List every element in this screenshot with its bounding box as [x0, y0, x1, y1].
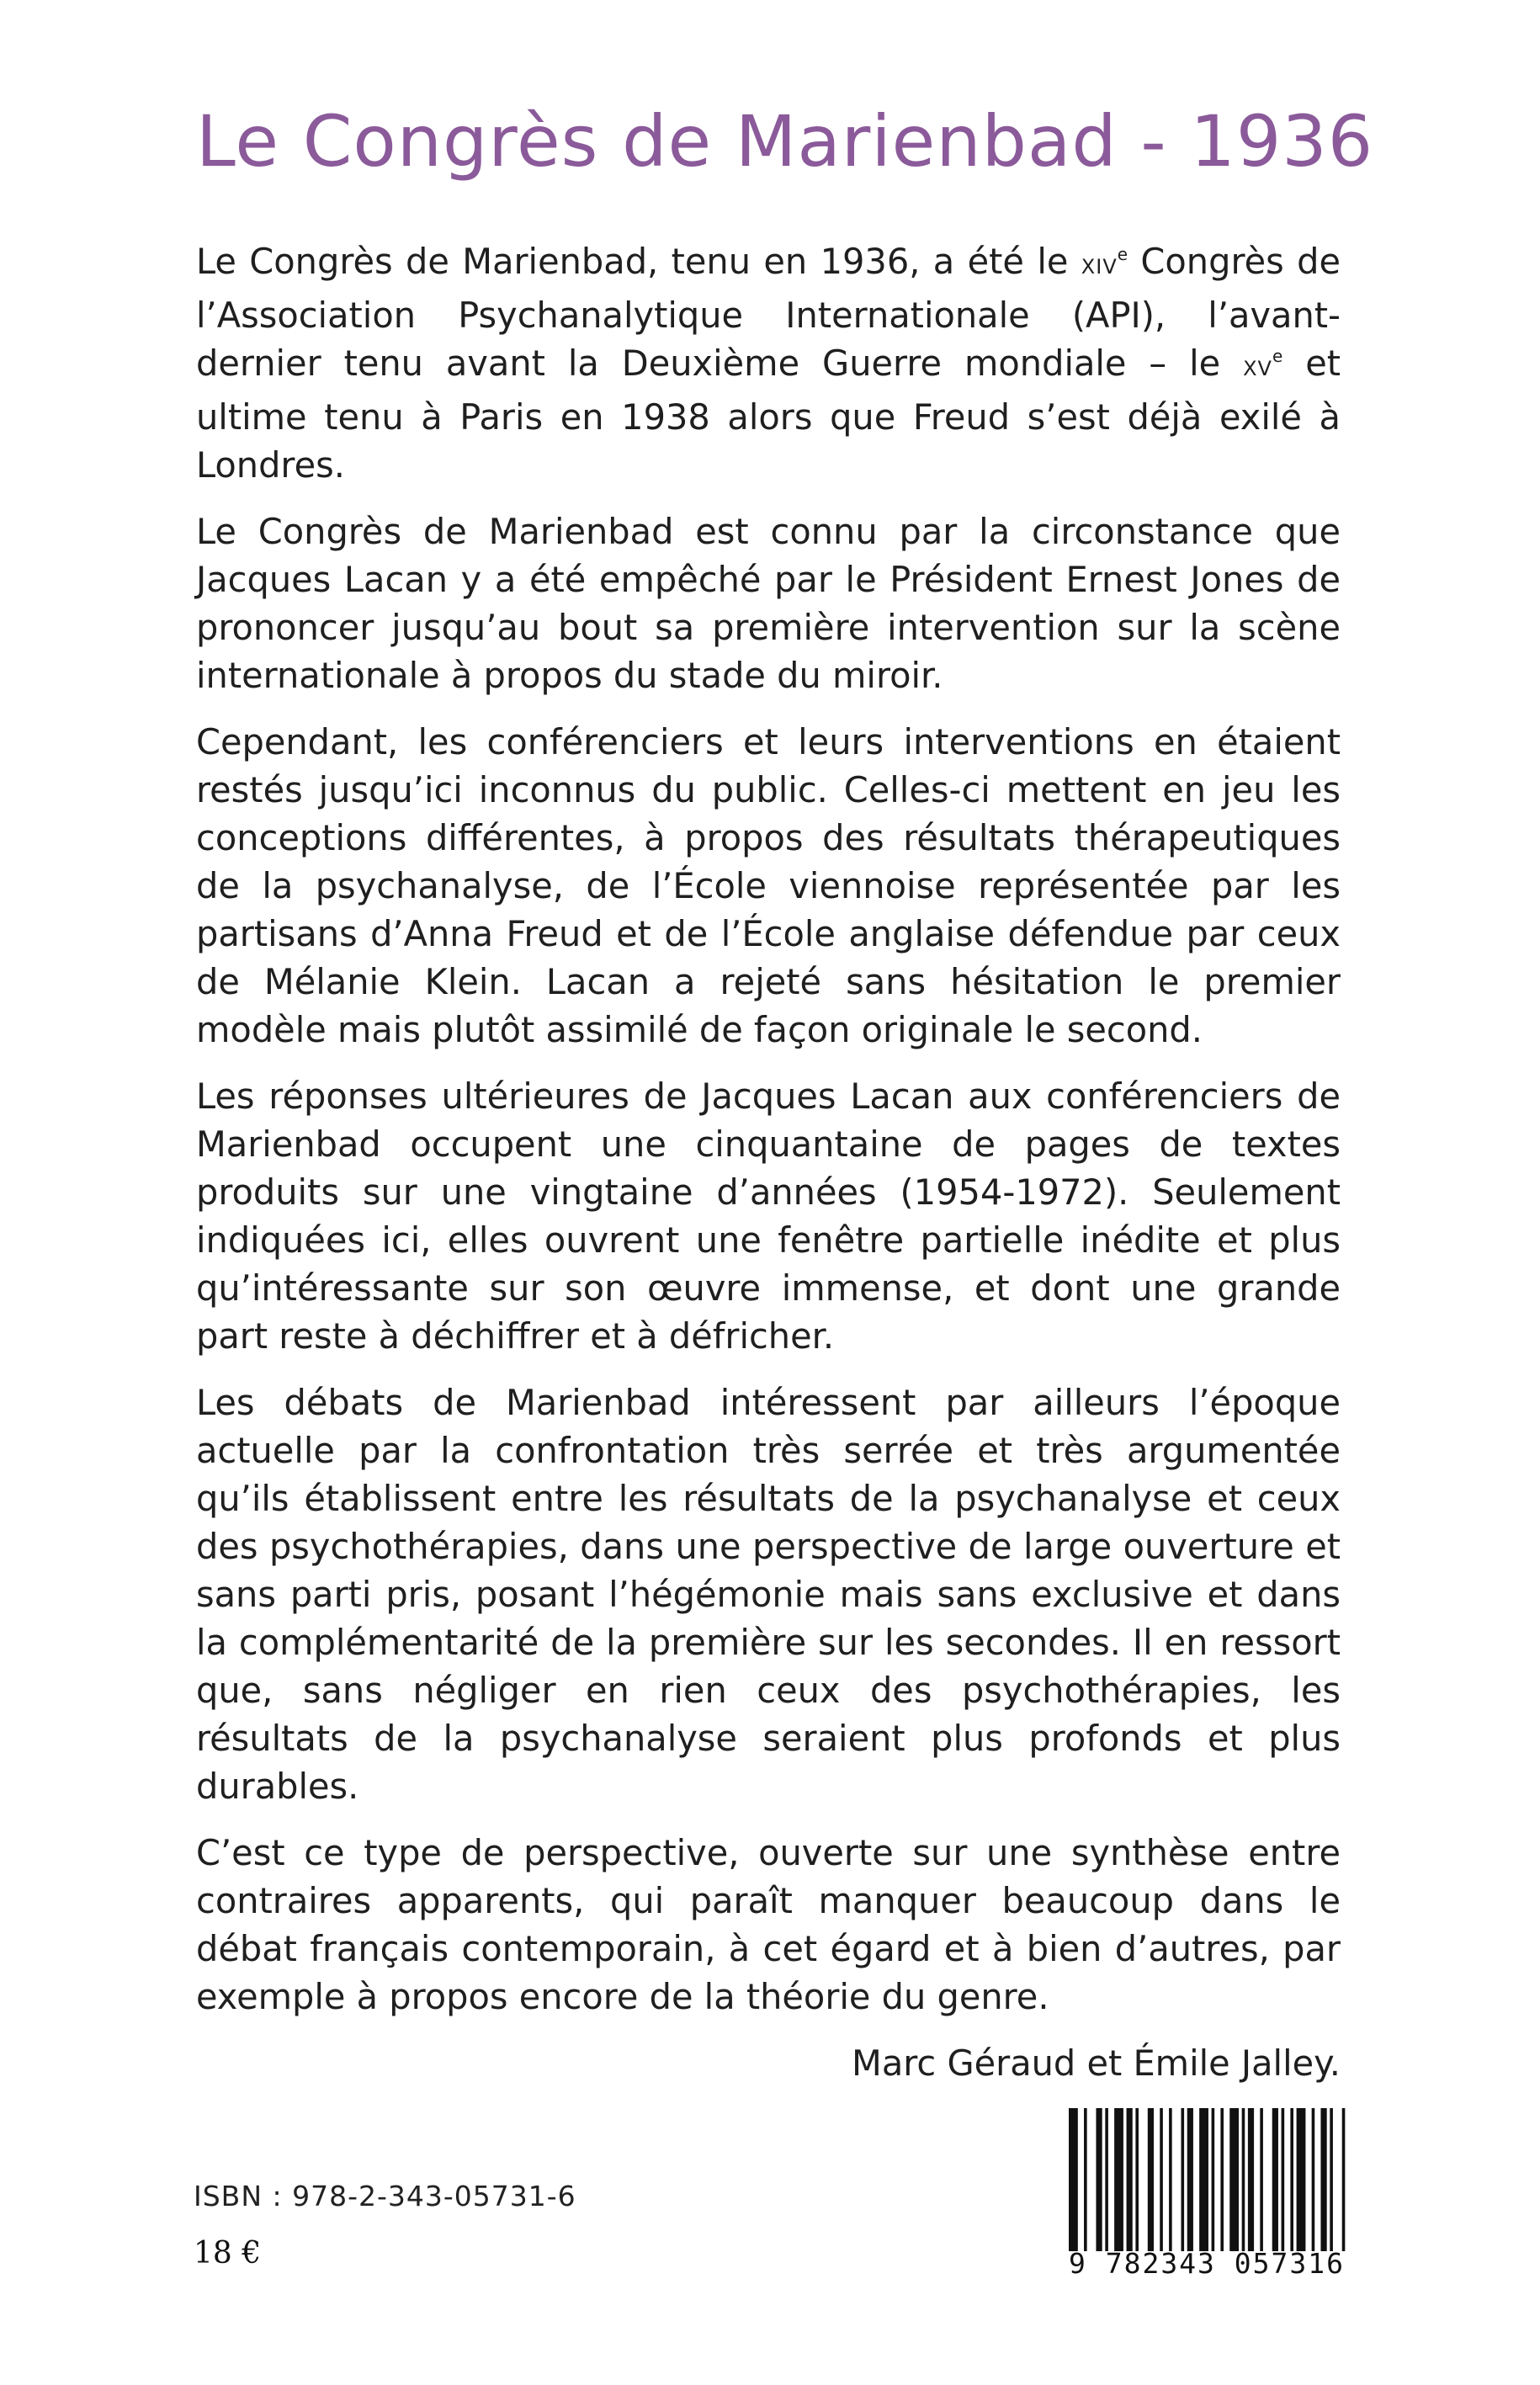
barcode-bar: [1260, 2108, 1263, 2251]
paragraph-1-part-a: Le Congrès de Marienbad, tenu en 1936, a été le: [196, 241, 1081, 282]
barcode-digits: 9 782343 057316: [1068, 2247, 1345, 2280]
barcode-bar: [1220, 2108, 1224, 2251]
authors-signature: Marc Géraud et Émile Jalley.: [852, 2042, 1341, 2084]
barcode-bar: [1199, 2108, 1208, 2251]
paragraph-1: [196, 237, 1341, 489]
barcode-bar: [1297, 2108, 1306, 2251]
paragraph-6: C’est ce type de perspective, ouverte sur une synthèse entre contraires apparents, qui paraît manquer beaucoup dans le débat français contemporain, à cet égard et à bien d’autres, par exemple à propos encore de la théorie du genre.: [196, 1832, 1341, 2017]
book-title: Le Congrès de Marienbad - 1936: [196, 100, 1374, 183]
paragraph-5: Les débats de Marienbad intéressent par ailleurs l’époque actuelle par la confrontation très serrée et très argumentée qu’ils établissent entre les résultats de la psychanalyse et ceux des psychothérapies, dans une perspective de large ouverture et sans parti pris, posant l’hégémonie mais sans exclusive et dans la complémentarité de la première sur les secondes. Il en ressort que, sans négliger en rien ceux des psychothérapies, les résultats de la psychanalyse seraient plus profonds et plus durables.: [196, 1382, 1341, 1807]
paragraph-4: Les réponses ultérieures de Jacques Lacan aux conférenciers de Marienbad occupent une cinquantaine de pages de textes produits sur une vingtaine d’années (1954-1972). Seulement indiquées ici, elles ouvrent une fenêtre partielle inédite et plus qu’intéressante sur son œuvre immense, et dont une grande part reste à déchiffrer et à défricher.: [196, 1076, 1341, 1357]
barcode-bar: [1272, 2108, 1278, 2251]
barcode-bar: [1248, 2108, 1254, 2251]
barcode-bar: [1187, 2108, 1193, 2251]
barcode-bar: [1182, 2108, 1185, 2251]
barcode-bar: [1096, 2108, 1102, 2251]
barcode-bar: [1229, 2108, 1239, 2251]
barcode-bar: [1320, 2108, 1326, 2251]
back-cover-text: [196, 237, 1341, 2087]
ordinal-superscript: e: [1272, 346, 1283, 366]
barcode-bar: [1127, 2108, 1133, 2251]
barcode-bar: [1342, 2108, 1346, 2251]
paragraph-2: Le Congrès de Marienbad est connu par la circonstance que Jacques Lacan y a été empêché par le Président Ernest Jones de prononcer jusqu’au bout sa première intervention sur la scène internationale à propos du stade du miroir.: [196, 511, 1341, 696]
paragraph-1-part-c: et ultime tenu à Paris en 1938 alors que Freud s’est déjà exilé à Londres.: [196, 343, 1341, 486]
roman-numeral-xiv: XIV: [1081, 255, 1118, 279]
roman-numeral-xv: XV: [1243, 357, 1272, 380]
barcode-bar: [1069, 2108, 1078, 2251]
barcode-bar: [1148, 2108, 1154, 2251]
paragraph-1-part-b: Congrès de l’Association Psychanalytique Internationale (API), l’avant-dernier tenu avant la Deuxième Guerre mondiale – le: [196, 241, 1341, 384]
barcode-bar: [1212, 2108, 1215, 2251]
paragraph-3: Cependant, les conférenciers et leurs interventions en étaient restés jusqu’ici inconnus du public. Celles-ci mettent en jeu les conceptions différentes, à propos des résultats thérapeutiques de la psychanalyse, de l’École viennoise représentée par les partisans d’Anna Freud et de l’École anglaise défendue par ceux de Mélanie Klein. Lacan a rejeté sans hésitation le premier modèle mais plutôt assimilé de façon originale le second.: [196, 721, 1341, 1050]
barcode-bar: [1169, 2108, 1172, 2251]
ordinal-superscript: e: [1117, 244, 1128, 264]
price-label: 18 €: [194, 2236, 262, 2271]
barcode-bar: [1330, 2108, 1333, 2251]
isbn-label: ISBN : 978-2-343-05731-6: [194, 2180, 576, 2212]
barcode: [1067, 2108, 1346, 2287]
barcode-bar: [1312, 2108, 1315, 2251]
barcode-bar: [1160, 2108, 1163, 2251]
barcode-bar: [1282, 2108, 1285, 2251]
barcode-bar: [1105, 2108, 1108, 2251]
barcode-bars-icon: [1067, 2108, 1346, 2251]
barcode-bar: [1114, 2108, 1123, 2251]
barcode-bar: [1242, 2108, 1245, 2251]
barcode-bar: [1290, 2108, 1293, 2251]
barcode-bar: [1135, 2108, 1139, 2251]
barcode-bar: [1084, 2108, 1087, 2251]
